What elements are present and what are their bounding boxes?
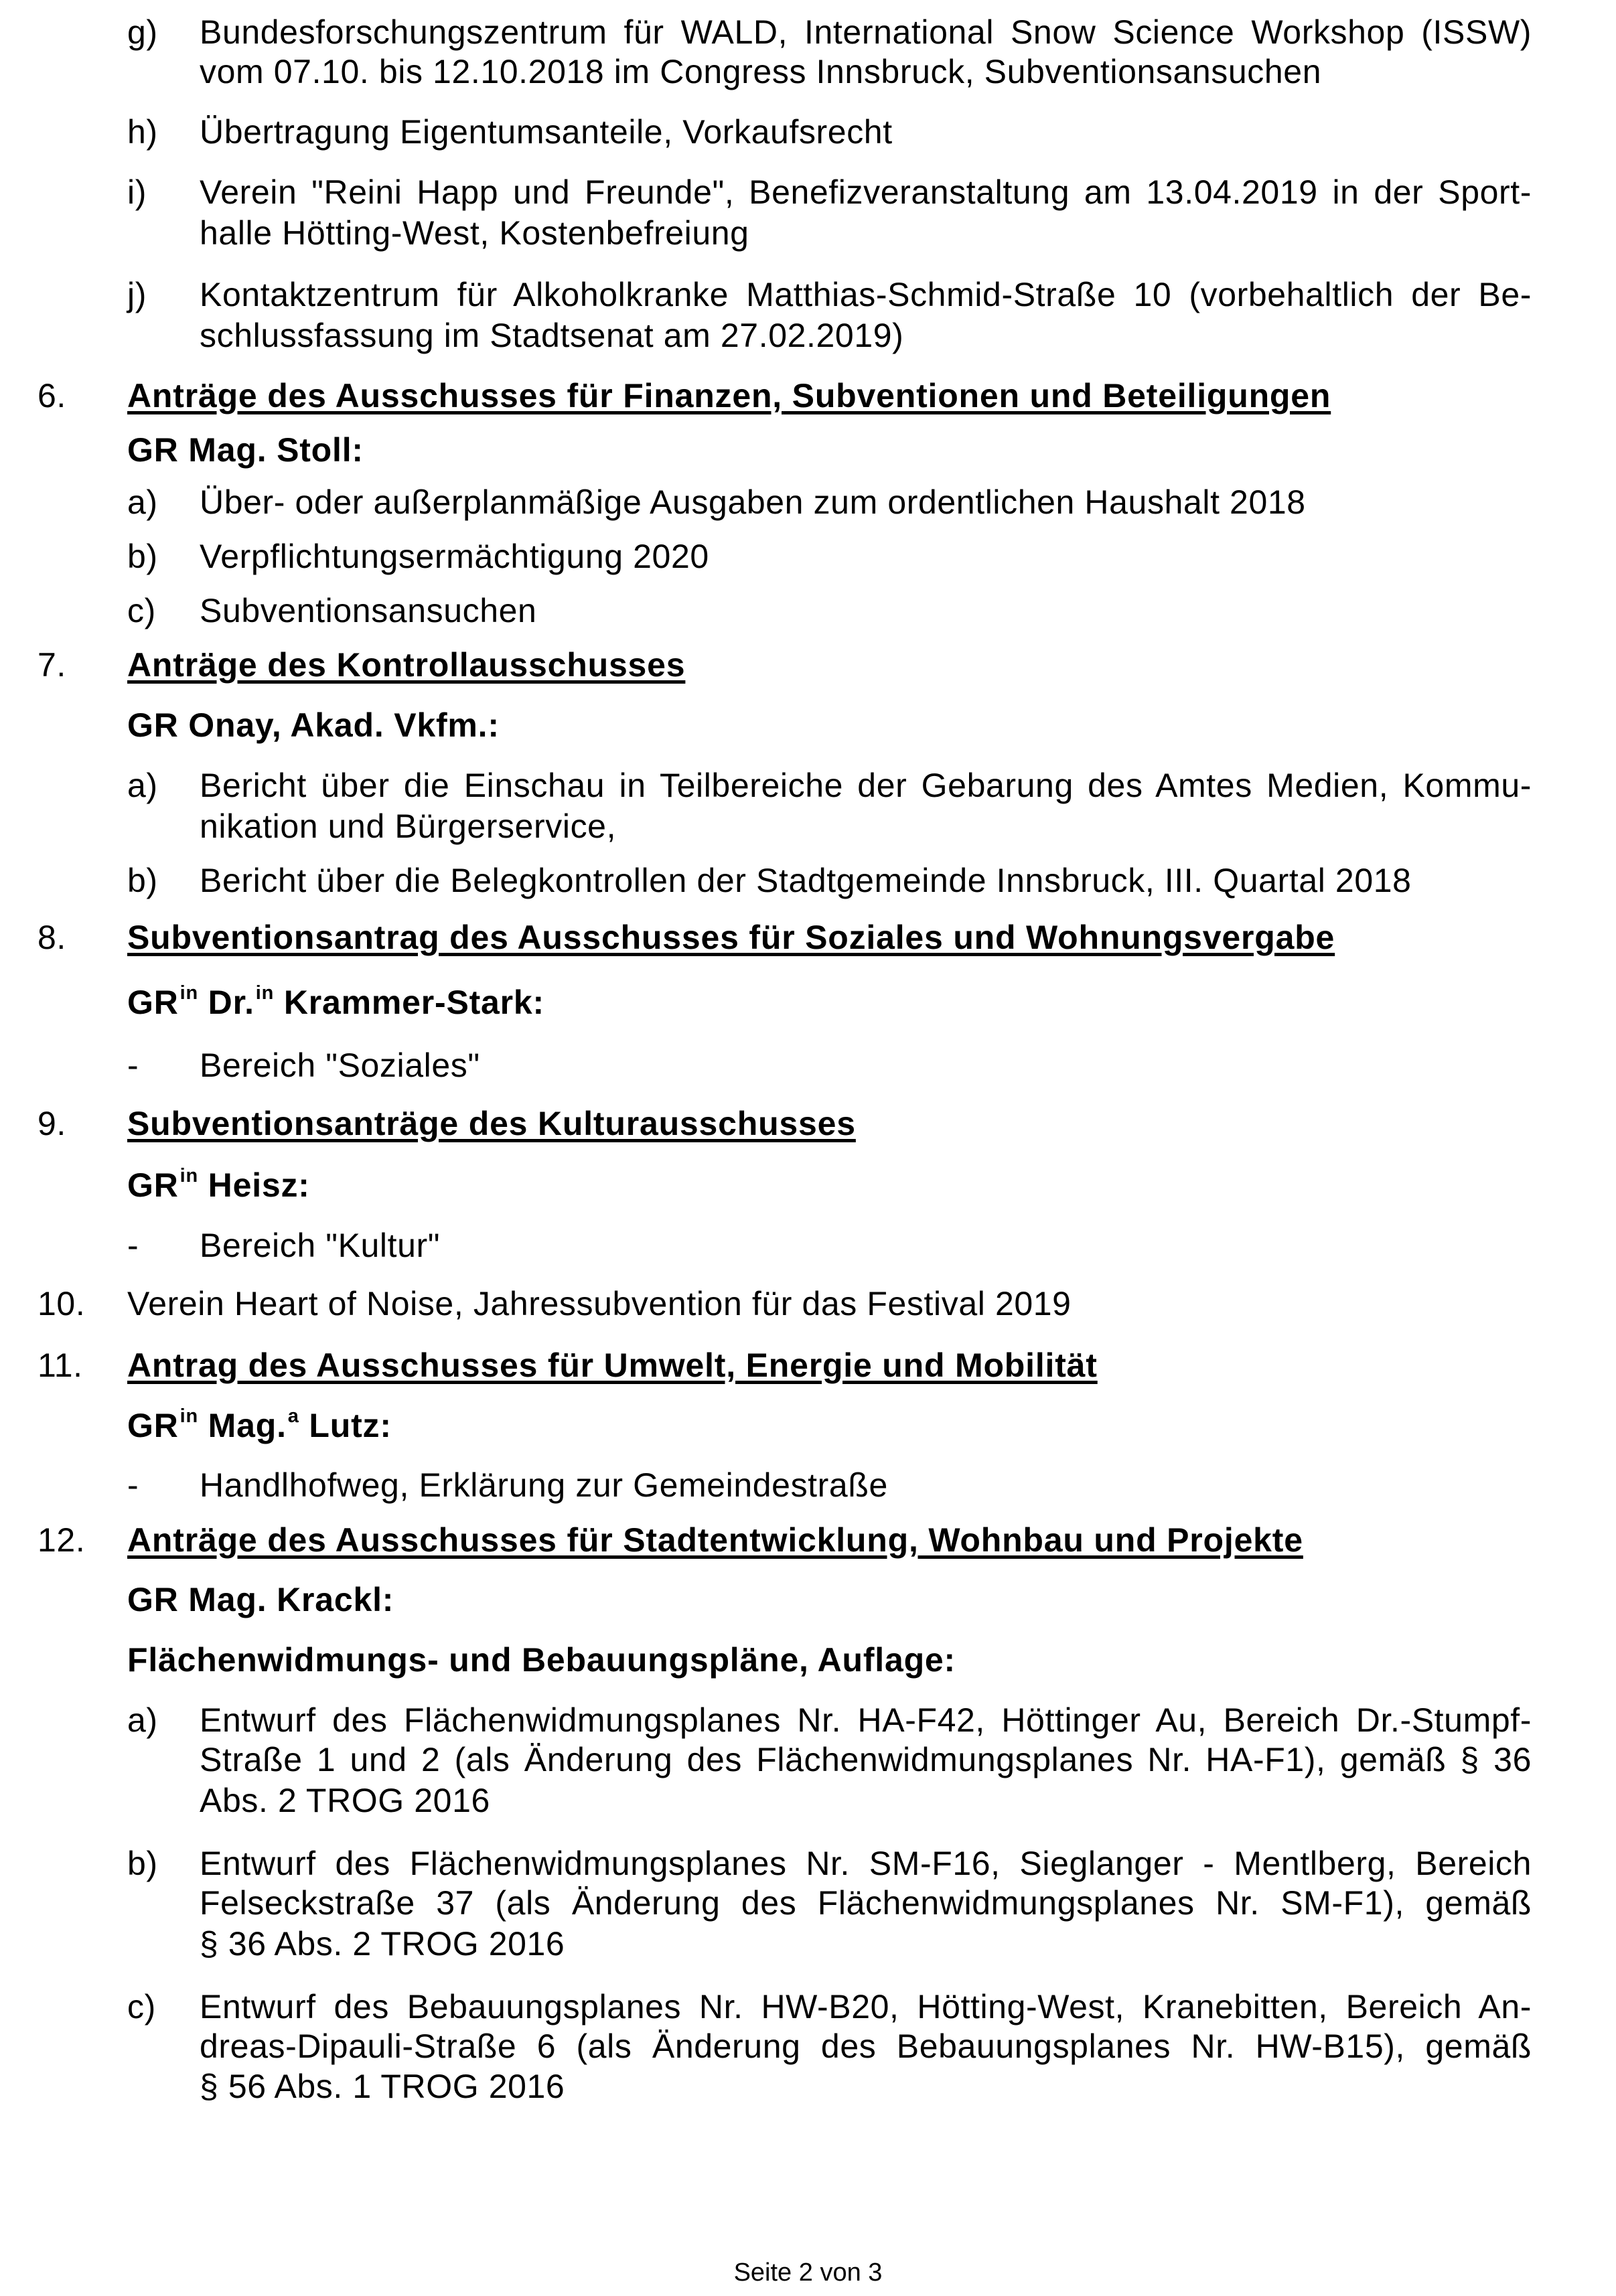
section-number: 7. [38,646,66,684]
section-title: Anträge des Ausschusses für Finanzen, Subventionen und Beteiligungen [127,377,1331,414]
speaker: GR Mag. Krackl: [127,1581,394,1618]
item-label: c) [127,1988,156,2025]
item-label: - [127,1227,139,1264]
speaker: $GR^{in}$ Dr.$^{in}$ Krammer-Stark: [127,982,544,1021]
item-label: g) [127,13,158,51]
item-label: i) [127,173,147,211]
item-text-line: Kontaktzentrum für Alkoholkranke Matthias-Schmid-Straße 10 (vorbehaltlich der Be- [200,276,1532,313]
item-label: h) [127,113,158,151]
item-text-line: Über- oder außerplanmäßige Ausgaben zum ordentlichen Haushalt 2018 [200,483,1306,521]
item-label: b) [127,1845,158,1882]
section-title: Subventionsanträge des Kulturausschusses [127,1105,856,1142]
item-label: j) [127,276,147,313]
section-number: 6. [38,377,66,414]
speaker: $GR^{in}$ Heisz: [127,1165,310,1204]
item-text-line: Handlhofweg, Erklärung zur Gemeindestraße [200,1466,888,1504]
item-text-line: Straße 1 und 2 (als Änderung des Flächenwidmungsplanes Nr. HA-F1), gemäß § 36 [200,1741,1532,1778]
item-text-line: § 56 Abs. 1 TROG 2016 [200,2068,565,2105]
item-text-line: Subventionsansuchen [200,592,537,629]
subheading: Flächenwidmungs- und Bebauungspläne, Auflage: [127,1641,956,1679]
speaker: GR Onay, Akad. Vkfm.: [127,706,500,744]
item-text-line: dreas-Dipauli-Straße 6 (als Änderung des Bebauungsplanes Nr. HW-B15), gemäß [200,2027,1532,2065]
item-text-line: § 36 Abs. 2 TROG 2016 [200,1925,565,1963]
item-text-line: Entwurf des Flächenwidmungsplanes Nr. SM-F16, Sieglanger - Mentlberg, Bereich [200,1845,1532,1882]
section-title: Antrag des Ausschusses für Umwelt, Energie und Mobilität [127,1347,1098,1384]
item-text-line: halle Hötting-West, Kostenbefreiung [200,214,749,252]
item-text-line: nikation und Bürgerservice, [200,808,617,845]
item-text-line: Abs. 2 TROG 2016 [200,1782,490,1819]
item-text-line: Bereich "Kultur" [200,1227,441,1264]
item-text-line: vom 07.10. bis 12.10.2018 im Congress Innsbruck, Subventionsansuchen [200,53,1322,90]
section-number: 11. [38,1347,83,1384]
item-label: - [127,1466,139,1504]
item-text-line: Bericht über die Einschau in Teilbereiche der Gebarung des Amtes Medien, Kommu- [200,767,1532,804]
section-number: 8. [38,919,66,956]
speaker: GR Mag. Stoll: [127,431,364,469]
item-label: - [127,1047,139,1084]
item-text-line: Bericht über die Belegkontrollen der Stadtgemeinde Innsbruck, III. Quartal 2018 [200,862,1412,899]
item-label: c) [127,592,156,629]
item-text-line: Entwurf des Flächenwidmungsplanes Nr. HA-F42, Höttinger Au, Bereich Dr.-Stumpf- [200,1701,1532,1739]
item-text-line: Felseckstraße 37 (als Änderung des Flächenwidmungsplanes Nr. SM-F1), gemäß [200,1884,1532,1922]
page-number-footer: Seite 2 von 3 [733,2259,883,2287]
item-text-line: Übertragung Eigentumsanteile, Vorkaufsrecht [200,113,893,151]
item-label: b) [127,862,158,899]
item-label: a) [127,767,158,804]
item-text-line: Verein "Reini Happ und Freunde", Benefizveranstaltung am 13.04.2019 in der Sport- [200,173,1532,211]
item-text-line: Bereich "Soziales" [200,1047,480,1084]
item-text-line: Verpflichtungsermächtigung 2020 [200,538,709,575]
item-label: b) [127,538,158,575]
speaker: $GR^{in}$ Mag.$^a$ Lutz: [127,1405,392,1444]
item-text-line: Bundesforschungszentrum für WALD, International Snow Science Workshop (ISSW) [200,13,1532,51]
section-title: Anträge des Ausschusses für Stadtentwicklung, Wohnbau und Projekte [127,1521,1303,1559]
section-title: Subventionsantrag des Ausschusses für Soziales und Wohnungsvergabe [127,919,1335,956]
item-text-line: schlussfassung im Stadtsenat am 27.02.2019) [200,317,904,354]
item-label: a) [127,483,158,521]
item-text-line: Entwurf des Bebauungsplanes Nr. HW-B20, Hötting-West, Kranebitten, Bereich An- [200,1988,1532,2025]
section-number: 12. [38,1521,86,1559]
item-label: a) [127,1701,158,1739]
section-number: 9. [38,1105,66,1142]
section-title: Anträge des Kontrollausschusses [127,646,686,684]
section-number: 10. [38,1285,86,1322]
section-title: Verein Heart of Noise, Jahressubvention für das Festival 2019 [127,1285,1072,1322]
